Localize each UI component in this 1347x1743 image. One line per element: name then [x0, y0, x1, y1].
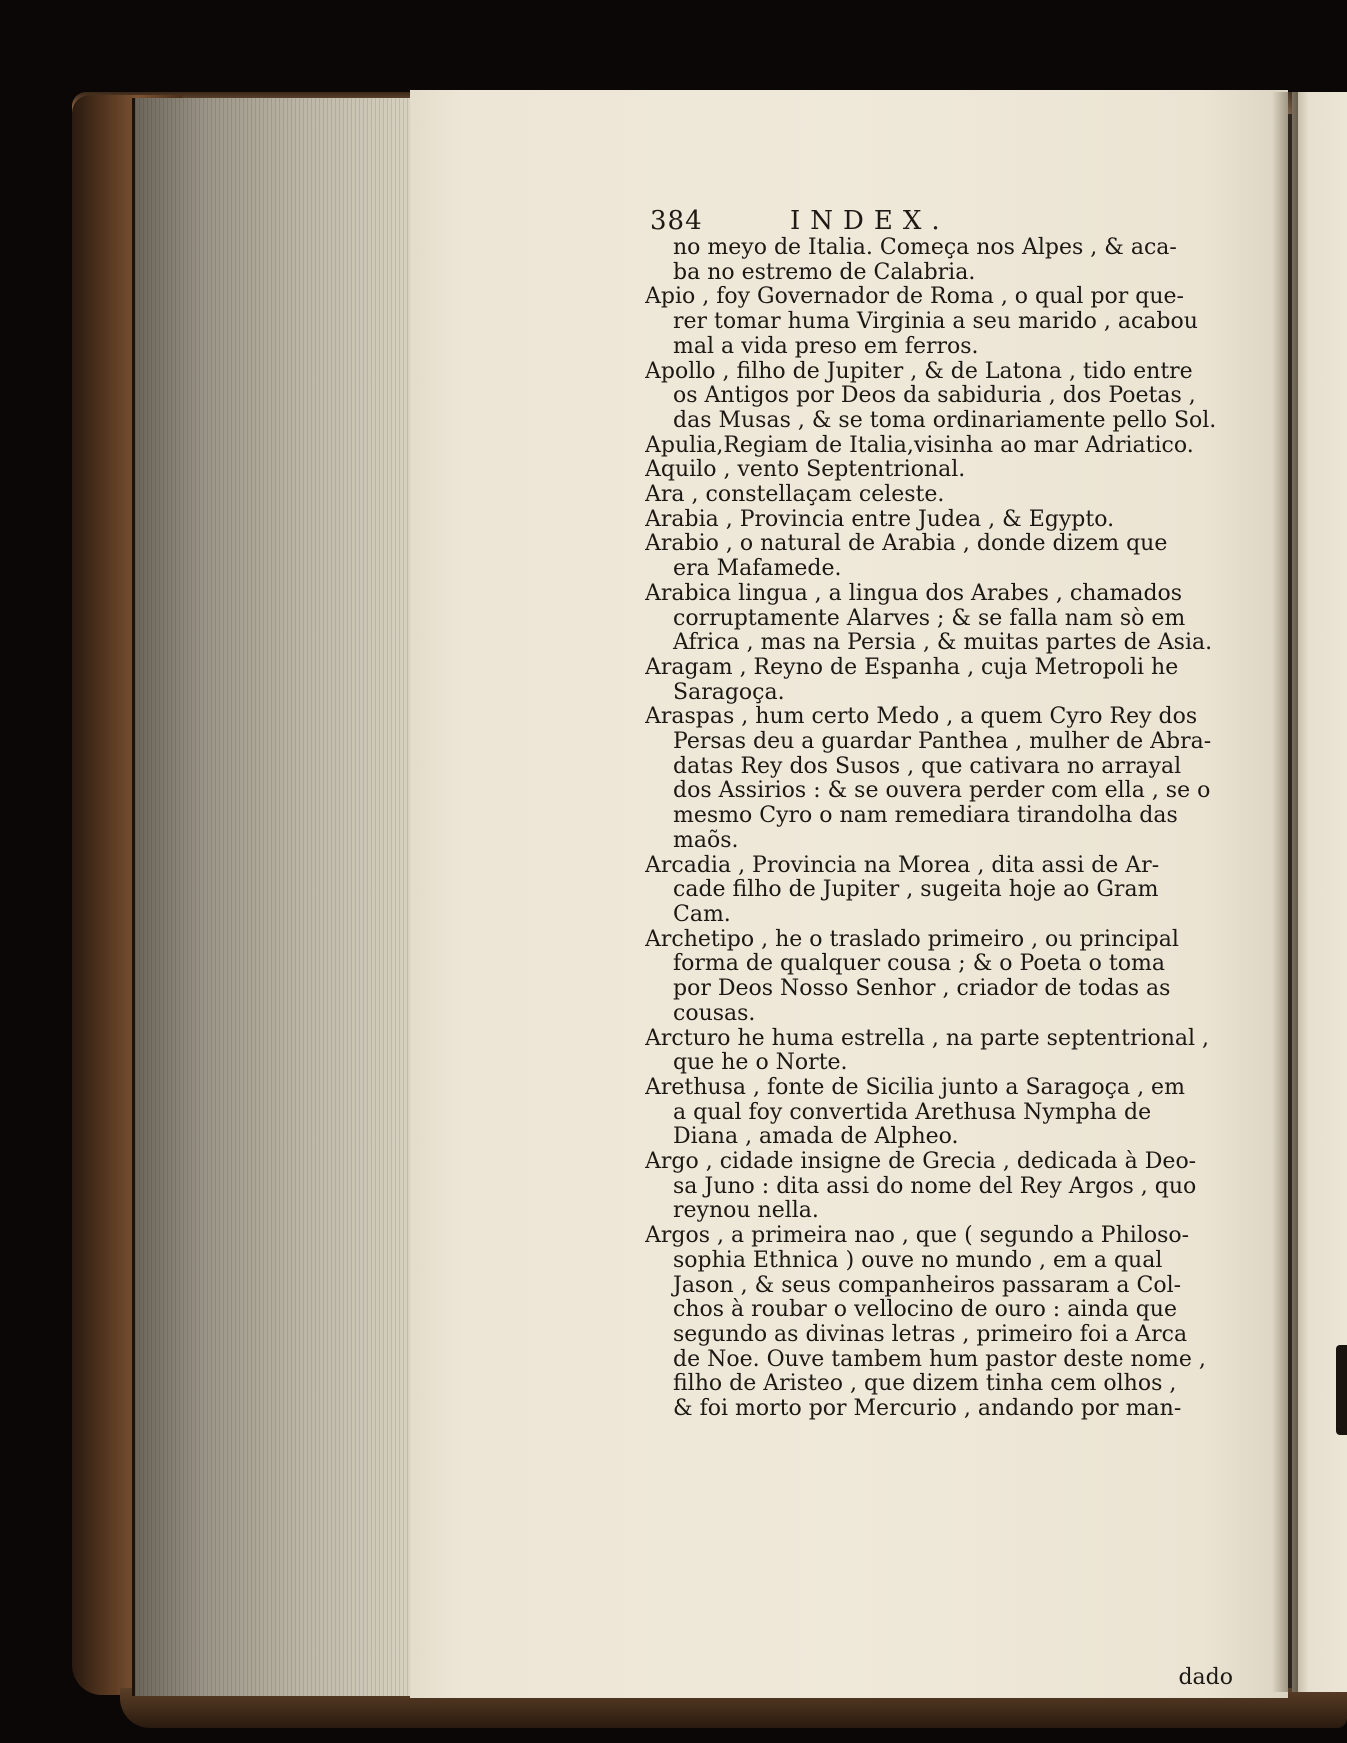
index-entry — [645, 532, 1233, 581]
index-entry-line: segundo as divinas letras , primeiro foi a Arca — [673, 1322, 1188, 1347]
index-entry-headline: Arcturo he huma estrella , na parte septentrional , — [645, 1026, 1210, 1051]
catchword: dado — [1178, 1665, 1233, 1690]
index-entry-line: chos à roubar o vellocino de ouro : ainda que — [673, 1298, 1177, 1323]
index-entry-line: & foi morto por Mercurio , andando por man- — [673, 1397, 1182, 1422]
index-entry — [645, 928, 1233, 1027]
index-entry-line: de Noe. Ouve tambem hum pastor deste nome , — [673, 1347, 1206, 1372]
index-entry — [645, 582, 1233, 656]
index-entry-line: era Mafamede. — [673, 557, 842, 582]
index-entry — [645, 236, 1233, 285]
index-entry — [645, 1150, 1233, 1224]
index-entry-line: das Musas , & se toma ordinariamente pello Sol. — [673, 408, 1217, 433]
index-entry — [645, 705, 1233, 853]
index-entry-line: dos Assirios : & se ouvera perder com ella , se o — [673, 779, 1211, 804]
index-entry-line: a qual foy convertida Arethusa Nympha de — [673, 1100, 1152, 1125]
index-entry-line: cade filho de Jupiter , sugeita hoje ao Gram — [673, 878, 1159, 903]
index-entry — [645, 360, 1233, 434]
index-entry — [645, 508, 1233, 533]
index-entry-line: mal a vida preso em ferros. — [673, 334, 979, 359]
index-entry-line: ba no estremo de Calabria. — [673, 260, 976, 285]
index-entry-headline: Apio , foy Governador de Roma , o qual por que- — [645, 285, 1184, 310]
index-entry-headline: Argos , a primeira nao , que ( segundo a Philoso- — [645, 1224, 1190, 1249]
index-entry-headline: Archetipo , he o traslado primeiro , ou principal — [645, 927, 1179, 952]
index-entry-line: Saragoça. — [673, 680, 785, 705]
index-entry-headline: Arabio , o natural de Arabia , donde dizem que — [645, 532, 1168, 557]
index-entry-line: Persas deu a guardar Panthea , mulher de Abra- — [673, 730, 1212, 755]
page-gutter — [1272, 92, 1298, 1692]
index-entry-headline: Arcadia , Provincia na Morea , dita assi de Ar- — [645, 853, 1160, 878]
index-entry — [645, 854, 1233, 928]
index-entry-line: sa Juno : dita assi do nome del Rey Argos , quo — [673, 1174, 1197, 1199]
index-entry-line: Jason , & seus companheiros passaram a Col- — [673, 1273, 1182, 1298]
index-entry-line: reynou nella. — [673, 1199, 819, 1224]
index-entry-headline: Arethusa , fonte de Sicilia junto a Saragoça , em — [645, 1075, 1185, 1100]
index-entry-line: rer tomar huma Virginia a seu marido , acabou — [673, 310, 1198, 335]
index-entry-headline: Aquilo , vento Septentrional. — [645, 458, 966, 483]
index-entry — [645, 458, 1233, 483]
index-entry — [645, 656, 1233, 705]
page-title: INDEX. — [790, 206, 950, 236]
index-entry — [645, 434, 1233, 459]
index-entry-line: filho de Aristeo , que dizem tinha cem olhos , — [673, 1372, 1177, 1397]
next-page-edge — [1292, 92, 1347, 1692]
index-entry-headline: Arabica lingua , a lingua dos Arabes , chamados — [645, 581, 1183, 606]
index-entry-headline: Arabia , Provincia entre Judea , & Egypto. — [645, 507, 1115, 532]
index-entry-line: corruptamente Alarves ; & se falla nam sò em — [673, 606, 1186, 631]
index-entry-headline: Apulia,Regiam de Italia,visinha ao mar Adriatico. — [645, 433, 1194, 458]
page-edges — [132, 98, 413, 1696]
index-entry-line: mesmo Cyro o nam remediara tirandolha das — [673, 804, 1178, 829]
index-entry — [645, 1027, 1233, 1076]
index-entry-headline: Apollo , filho de Jupiter , & de Latona , tido entre — [645, 359, 1193, 384]
index-entry-headline: Argo , cidade insigne de Grecia , dedicada à Deo- — [645, 1150, 1197, 1175]
index-entry-line: maõs. — [673, 828, 739, 853]
index-entry-line: Africa , mas na Persia , & muitas partes de Asia. — [673, 631, 1213, 656]
index-entry-headline: Araspas , hum certo Medo , a quem Cyro Rey dos — [645, 705, 1198, 730]
index-entry-line: que he o Norte. — [673, 1051, 848, 1076]
index-entries — [645, 236, 1233, 1422]
page-number: 384 — [650, 206, 703, 236]
index-entry-line: no meyo de Italia. Começa nos Alpes , & aca- — [673, 236, 1177, 260]
index-entry — [645, 483, 1233, 508]
index-entry-line: forma de qualquer cousa ; & o Poeta o toma — [673, 952, 1165, 977]
index-entry-line: Diana , amada de Alpheo. — [673, 1125, 959, 1150]
index-entry-line: sophia Ethnica ) ouve no mundo , em a qual — [673, 1248, 1163, 1273]
index-entry-line: por Deos Nosso Senhor , criador de todas as — [673, 977, 1171, 1002]
index-entry-headline: Ara , constellaçam celeste. — [645, 483, 945, 508]
index-entry-line: os Antigos por Deos da sabiduria , dos Poetas , — [673, 384, 1196, 409]
running-header — [650, 206, 1250, 236]
index-entry — [645, 285, 1233, 359]
index-entry-line: cousas. — [673, 1001, 756, 1026]
index-entry-line: datas Rey dos Susos , que cativara no arrayal — [673, 754, 1182, 779]
index-entry — [645, 1224, 1233, 1422]
index-entry-headline: Aragam , Reyno de Espanha , cuja Metropoli he — [645, 655, 1179, 680]
index-entry-line: Cam. — [673, 902, 731, 927]
ribbon-marker — [1336, 1345, 1347, 1435]
index-entry — [645, 1076, 1233, 1150]
